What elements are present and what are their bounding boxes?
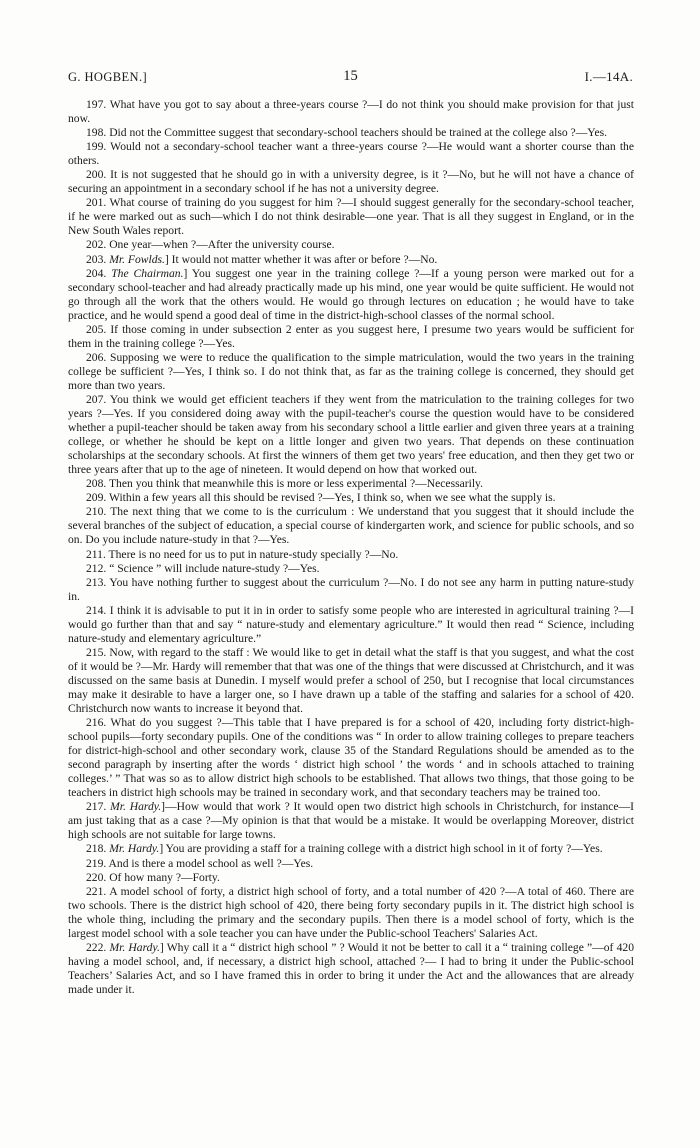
transcript-paragraph: 213. You have nothing further to suggest about the curriculum ?—No. I do not see any harm in putting nature-study in.: [68, 575, 634, 603]
transcript-paragraph: 211. There is no need for us to put in nature-study specially ?—No.: [86, 547, 399, 561]
transcript-paragraph: 214. I think it is advisable to put it in in order to satisfy some people who are interested in agricultural training ?—I would go further than that and say “ nature-study and elementary agriculture.” It would then read “ Science, including nature-study and elementary agriculture.”: [68, 603, 634, 645]
transcript-paragraph: 209. Within a few years all this should be revised ?—Yes, I think so, when we see what the supply is.: [86, 491, 556, 505]
transcript-paragraph: 206. Supposing we were to reduce the qualification to the simple matriculation, would the two years in the training college be sufficient ?—Yes, I think so. I do not think that, as far as the training college is concerned, they should get more than two years.: [68, 350, 634, 392]
transcript-paragraph: 215. Now, with regard to the staff : We would like to get in detail what the staff is that you suggest, and what the cost of it would be ?—Mr. Hardy will remember that that was one of the things that were discussed at Christchurch, and it was discussed on the same basis at Dunedin. I myself would prefer a school of 250, but I recognise that local circumstances may make it desirable to have a larger one, so I have drawn up a table of the staffing and salaries for a school of 420. Christchurch now wants to increase it beyond that.: [68, 645, 634, 716]
transcript-paragraph: 208. Then you think that meanwhile this is more or less experimental ?—Necessarily.: [86, 477, 483, 491]
transcript-paragraph: 219. And is there a model school as well ?—Yes.: [86, 856, 314, 870]
header-speaker-name: G. HOGBEN.]: [68, 70, 148, 84]
page-header: [68, 70, 633, 88]
transcript-paragraph: 203. Mr. Fowlds.] It would not matter whether it was after or before ?—No.: [86, 252, 438, 266]
header-document-code: I.—14A.: [584, 69, 633, 84]
transcript-paragraph: 197. What have you got to say about a three-years course ?—I do not think you should make provision for that just now.: [68, 98, 634, 126]
transcript-paragraph: 207. You think we would get efficient teachers if they went from the matriculation to the training colleges for two years ?—Yes. If you considered doing away with the pupil-teacher's course the question would have to be considered whether a pupil-teacher should be taken away from his secondary school a little earlier and given three years at a training college, or whether he should be kept on a little longer and given two years. That depends on these continuation scholarships at the secondary schools. At first the winners of them get two years' free education, and then they get two or three years after that up to the age of nineteen. It would depend on how that worked out.: [68, 392, 634, 477]
transcript-paragraph: 202. One year—when ?—After the university course.: [86, 238, 335, 252]
transcript-paragraph: 222. Mr. Hardy.] Why call it a “ district high school ” ? Would it not be better to call it a “ training college ”—of 420 having a model school, and, if necessary, a district high school, attached ?— I had to bring it under the Public-school Teachers’ Salaries Act, and so I have framed this in order to bring it under the Act and the allowances that are already made under it.: [68, 940, 634, 996]
transcript-paragraph: 205. If those coming in under subsection 2 enter as you suggest here, I presume two years would be sufficient for them in the training college ?—Yes.: [68, 322, 634, 350]
transcript-paragraph: 217. Mr. Hardy.]—How would that work ? It would open two district high schools in Christchurch, for instance—I am just taking that as a case ?—My opinion is that that would be a mistake. It would be overlapping Moreover, district high schools are not suitable for large towns.: [68, 800, 634, 842]
transcript-paragraph: 200. It is not suggested that he should go in with a university degree, is it ?—No, but he will not have a chance of securing an appointment in a secondary school if he has not a university degree.: [68, 168, 634, 196]
transcript-paragraph: 218. Mr. Hardy.] You are providing a staff for a training college with a district high school in it of forty ?—Yes.: [86, 842, 603, 856]
transcript-paragraph: 210. The next thing that we come to is the curriculum : We understand that you suggest that it should include the several branches of the subject of education, a special course of kindergarten work, and science for public schools, and so on. Do you include nature-study in that ?—Yes.: [68, 505, 634, 547]
transcript-body: [68, 98, 634, 997]
page-number: 15: [343, 68, 358, 84]
transcript-paragraph: 204. The Chairman.] You suggest one year in the training college ?—If a young person were marked out for a secondary school-teacher and had already practically made up his mind, one year would be quite sufficient. He would not go through all the work that the others would. He would go through lectures on education ; he would have to take practice, and he would spend a good deal of time in the district-high-school classes of the normal school.: [68, 266, 635, 322]
transcript-paragraph: 220. Of how many ?—Forty.: [86, 870, 220, 884]
transcript-paragraph: 198. Did not the Committee suggest that secondary-school teachers should be trained at the college also ?—Yes.: [86, 126, 608, 140]
transcript-paragraph: 212. “ Science ” will include nature-study ?—Yes.: [86, 561, 320, 575]
transcript-paragraph: 199. Would not a secondary-school teacher want a three-years course ?—He would want a shorter course than the others.: [68, 140, 634, 168]
transcript-paragraph: 201. What course of training do you suggest for him ?—I should suggest generally for the secondary-school teacher, if he were marked out as such—which I do not think desirable—one year. That is all they suggest in England, or in the New South Wales report.: [68, 196, 634, 238]
transcript-paragraph: 216. What do you suggest ?—This table that I have prepared is for a school of 420, including forty district-high-school pupils—forty secondary pupils. One of the conditions was “ In order to allow training colleges to prepare teachers for district-high-school and other secondary work, clause 35 of the Standard Regulations should be amended as to the second paragraph by inserting after the words ‘ district high school ’ the words ‘ and in schools attached to training colleges.’ ” That was so as to allow district high schools to be established. That allows two things, that those going to be teachers in district high schools may be trained in secondary work, and that secondary teachers may be trained too.: [68, 716, 634, 800]
transcript-paragraph: 221. A model school of forty, a district high school of forty, and a total number of 420 ?—A total of 460. There are two schools. There is the district high school of 420, there being forty secondary pupils in it. The district high school is the whole thing, including the primary and the secondary pupils. Then there is a model school of forty, which is the largest model school with a sole teacher you can have under the Public-school Teachers' Salaries Act.: [68, 884, 634, 940]
